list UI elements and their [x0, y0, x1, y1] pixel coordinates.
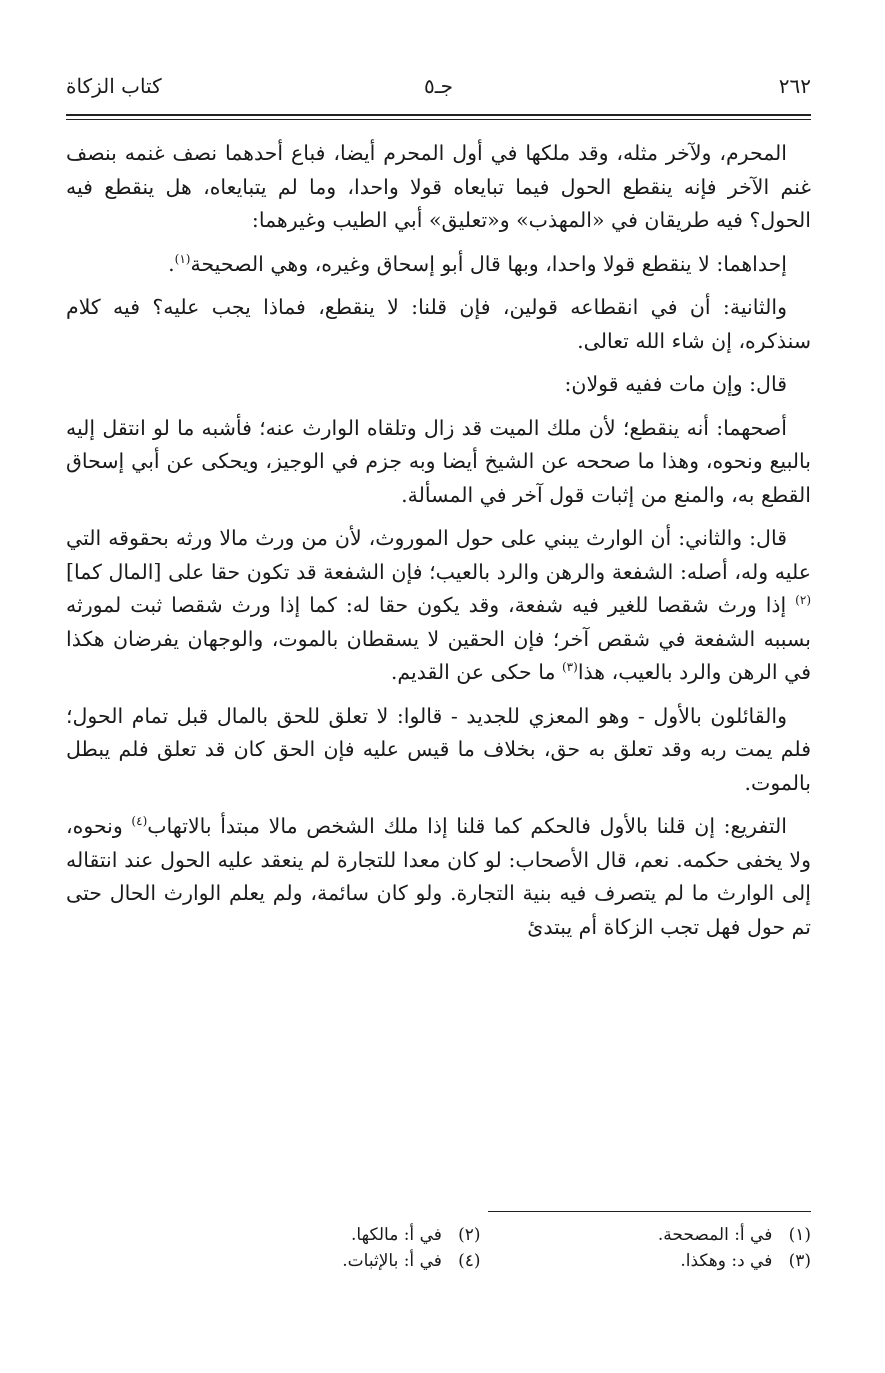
paragraph-text: أصحهما: أنه ينقطع؛ لأن ملك الميت قد زال وتلقاه الوارث عنه؛ فأشبه ما لو انتقل إليه بالبيع ونحوه، وهذا ما صححه عن الشيخ أيضا وبه جزم في الوجيز، ويحكى عن أبي إسحاق القطع به، والمنع من إثبات قول آخر في المسألة.	[66, 415, 811, 507]
paragraph	[66, 137, 811, 238]
main-text	[66, 137, 811, 954]
footnote-number: (٣)	[788, 1251, 811, 1271]
paragraph-text: .	[168, 251, 175, 276]
footnote-reference: (٣)	[561, 660, 578, 675]
paragraph-text: المحرم، ولآخر مثله، وقد ملكها في أول المحرم أيضا، فباع أحدهما نصف غنمه بنصف غنم الآخر فإنه ينقطع الحول فيما تبايعاه قولا واحدا، وما لم يتبايعاه، هل ينقطع فيه الحول؟ فيه طريقان في «المهذب» و«تعليق» أبي الطيب وغيرهما:	[66, 141, 811, 232]
paragraph-text: قال: والثاني: أن الوارث يبني على حول الموروث، لأن من ورث مالا ورثه بحقوقه التي عليه وله، أصله: الشفعة والرهن والرد بالعيب؛ فإن الشفعة قد تكون حقا على [المال كما]	[66, 526, 811, 584]
footnote-reference: (٤)	[131, 814, 148, 829]
footnote-number: (١)	[788, 1225, 811, 1245]
paragraph-text: والثانية: أن في انقطاعه قولين، فإن قلنا: لا ينقطع، فماذا يجب عليه؟ فيه كلام سنذكره، إن شاء الله تعالى.	[66, 295, 811, 353]
footnote-text: في أ: بالإثبات.	[342, 1251, 442, 1271]
footnote-number: (٤)	[458, 1251, 481, 1271]
footnote-item	[481, 1248, 812, 1274]
footnotes	[150, 1222, 811, 1274]
paragraph-text: ما حكى عن القديم.	[390, 660, 562, 684]
footnote-reference: (٢)	[795, 593, 811, 608]
paragraph	[66, 291, 811, 358]
footnote-item	[481, 1222, 812, 1248]
paragraph	[66, 248, 811, 282]
paragraph-text: ونحوه، ولا يخفى حكمه. نعم، قال الأصحاب: لو كان معدا للتجارة لم ينعقد عليه الحول عند انتقاله إلى الوارث ما لم يتصرف فيه بنية التجارة. ولو كان سائمة، ولم يعلم الوارث الحال حتى تم حول فهل تجب الزكاة أم يبتدئ	[66, 814, 811, 939]
paragraph-text: إذا ورث شقصا للغير فيه شفعة، وقد يكون حقا له: كما إذا ورث شقصا ثبت لمورثه بسببه الشفعة في شقص آخر؛ فإن الحقين لا يسقطان بالموت، والوجهان يفرضان هكذا في الرهن والرد بالعيب، هذا	[66, 593, 811, 684]
book-title: كتاب الزكاة	[66, 74, 162, 98]
paragraph	[66, 700, 811, 801]
paragraph-text: إحداهما: لا ينقطع قولا واحدا، وبها قال أبو إسحاق وغيره، وهي الصحيحة	[190, 251, 787, 276]
page-number: ٢٦٢	[778, 74, 811, 98]
footnote-row	[150, 1222, 811, 1248]
paragraph-text: والقائلون بالأول - وهو المعزي للجديد - قالوا: لا تعلق للحق بالمال قبل تمام الحول؛ فلم يمت ربه وقد تعلق به حق، بخلاف ما قيس عليه فإن الحق كان قد تعلق فلم يبطل بالموت.	[66, 703, 811, 795]
paragraph	[66, 522, 811, 690]
volume-label: جـ٥	[424, 74, 453, 98]
footnote-text: في أ: مالكها.	[351, 1225, 442, 1245]
header-rule-thin	[66, 119, 811, 120]
footnote-number: (٢)	[458, 1225, 481, 1245]
footnote-text: في د: وهكذا.	[680, 1251, 773, 1271]
footnote-reference: (١)	[174, 251, 191, 266]
footnote-row	[150, 1248, 811, 1274]
running-header	[66, 72, 811, 108]
footnote-item	[150, 1222, 481, 1248]
paragraph-text: قال: وإن مات ففيه قولان:	[564, 372, 787, 396]
paragraph	[66, 810, 811, 944]
footnote-text: في أ: المصححة.	[657, 1225, 773, 1245]
paragraph	[66, 412, 811, 513]
paragraph	[66, 368, 811, 402]
paragraph-text: التفريع: إن قلنا بالأول فالحكم كما قلنا إذا ملك الشخص مالا مبتدأ بالاتهاب	[147, 814, 787, 838]
header-rule-thick	[66, 114, 811, 116]
footnote-separator	[488, 1211, 811, 1212]
footnote-item	[150, 1248, 481, 1274]
